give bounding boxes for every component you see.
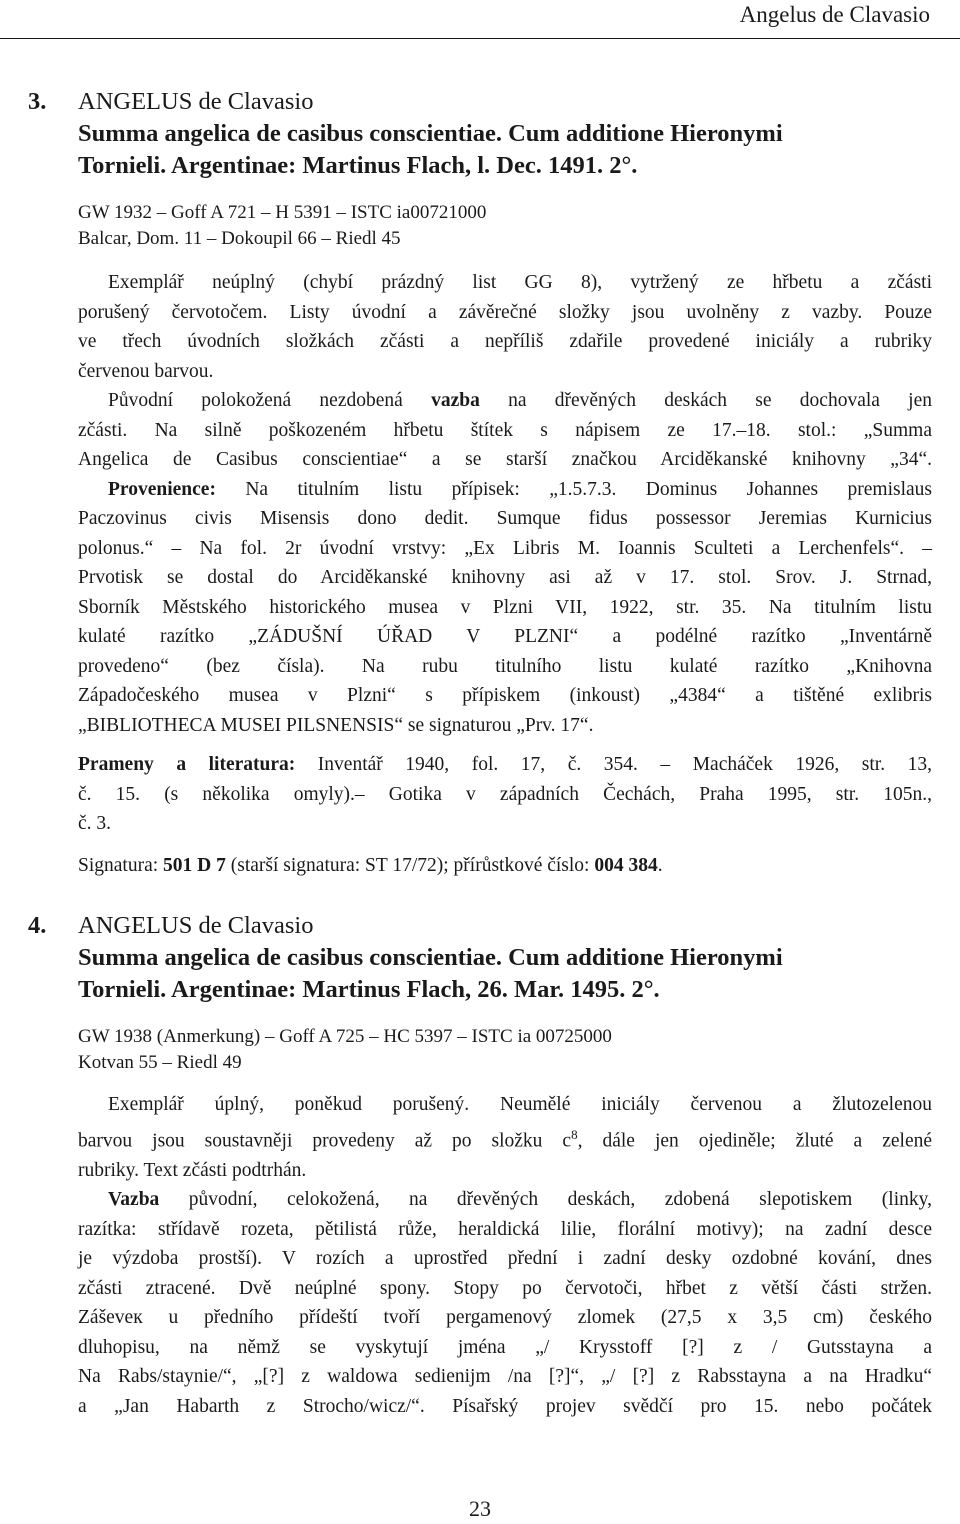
entry-title xyxy=(78,86,932,182)
text-fragment: původní, celokožená, na dřevěných deskách, zdobená slepotiskem (linky, xyxy=(159,1189,932,1210)
superscript: 8 xyxy=(571,1126,578,1142)
header-rule xyxy=(0,38,960,39)
title-line: Tornieli. Argentinae: Martinus Flach, 26. Mar. 1495. 2°. xyxy=(78,976,660,1003)
title-line: Tornieli. Argentinae: Martinus Flach, l. Dec. 1491. 2°. xyxy=(78,152,638,179)
text-line xyxy=(78,1185,932,1215)
text-line: Paczovinus civis Misensis dono dedit. Sumque fidus possessor Jeremias Kurnicius xyxy=(78,508,932,529)
inline-label: vazba xyxy=(431,390,480,411)
text-line: č. 15. (s několika omyly).– Gotika v západních Čechách, Praha 1995, str. 105n., xyxy=(78,783,932,805)
entry-number: 3. xyxy=(28,88,47,115)
spacer xyxy=(78,740,932,750)
signature-label: Signatura: xyxy=(78,854,164,876)
reference-line: GW 1938 (Anmerkung) – Goff A 725 – HC 5397 – ISTC ia 00725000 xyxy=(78,1026,612,1047)
text-line: Exemplář neúplný (chybí prázdný list GG 8), vytržený ze hřbetu a zčásti xyxy=(108,272,932,293)
author-line: ANGELUS de Clavasio xyxy=(78,912,314,939)
text-line: dluhopisu, na němž se vyskytují jména „/ Krysstoff [?] z / Gutsstayna a xyxy=(78,1336,932,1358)
text-line: Provenience: Na titulním listu přípisek: „1.5.7.3. Dominus Johannes premislaus xyxy=(108,478,932,500)
bibliographic-references xyxy=(78,200,932,252)
text-line: Angelica de Casibus conscientiae“ a se starší značkou Arciděkanské knihovny „34“. xyxy=(78,449,932,470)
text-fragment: barvou jsou soustavněji provedeny až po složku c xyxy=(78,1130,572,1151)
text-line: provedeno“ (bez čísla). Na rubu titulního listu kulaté razítko „Knihovna xyxy=(78,655,932,677)
text-line: Záševeк u předního přídeští tvoří pergamenový zlomek (27,5 x 3,5 cm) českého xyxy=(78,1307,932,1328)
text-line xyxy=(78,1120,932,1156)
text-line: a „Jan Habarth z Strocho/wicz/“. Písařský projev svědčí pro 15. nebo počátek xyxy=(78,1395,932,1417)
text-line: Exemplář úplný, poněkud porušený. Neumělé iniciály červenou a žlutozelenou xyxy=(108,1094,932,1115)
bibliographic-references xyxy=(78,1024,932,1076)
title-line: Summa angelica de casibus conscientiae. Cum additione Hieronymi xyxy=(78,944,783,971)
text-line: Západočeského musea v Plzni“ s přípiskem (inkoust) „4384“ a tištěné exlibris xyxy=(78,685,932,706)
shelfmark: 501 D 7 xyxy=(163,854,226,876)
text-line: červenou barvou. xyxy=(78,360,214,382)
vazba-label: Vazba xyxy=(108,1189,160,1210)
running-header: Angelus de Clavasio xyxy=(739,2,930,27)
signature-end: . xyxy=(657,854,663,876)
text-line: je výzdoba prostší). V rozích a uprostřed přední i zadní desky ozdobné kování, dnes xyxy=(78,1248,932,1269)
title-line: Summa angelica de casibus conscientiae. Cum additione Hieronymi xyxy=(78,120,783,147)
text-line: kulaté razítko „ZÁDUŠNÍ ÚŘAD V PLZNI“ a podélné razítko „Inventárně xyxy=(78,626,932,647)
text-line: zčásti ztracené. Dvě neúplné spony. Stopy po červotoči, hřbet z větší části stržen. xyxy=(78,1277,932,1299)
reference-line: GW 1932 – Goff A 721 – H 5391 – ISTC ia00721000 xyxy=(78,202,487,223)
author-line: ANGELUS de Clavasio xyxy=(78,88,314,115)
accession-number: 004 384 xyxy=(594,854,658,876)
page-number: 23 xyxy=(469,1496,491,1521)
reference-line: Balcar, Dom. 11 – Dokoupil 66 – Riedl 45 xyxy=(78,228,401,249)
entry-description xyxy=(78,1090,932,1421)
entry-description xyxy=(78,268,932,880)
inline-label: Provenience: xyxy=(108,478,216,500)
text-line: Na Rabs/staynie/“, „[?] z waldowa sedienijm /na [?]“, „/ [?] z Rabsstayna a na Hradku“ xyxy=(78,1366,932,1387)
text-line: polonus.“ – Na fol. 2r úvodní vrstvy: „Ex Libris M. Ioannis Sculteti a Lerchenfels“. – xyxy=(78,537,932,559)
signature-old: (starší signatura: ST 17/72); přírůstkové číslo: xyxy=(225,854,595,876)
text-line: Prvotisk se dostal do Arciděkanské knihovny asi až v 17. stol. Srov. J. Strnad, xyxy=(78,567,932,588)
entry-heading xyxy=(28,86,932,182)
text-line: Původní polokožená nezdobená vazba na dřevěných deskách se dochovala jen xyxy=(108,390,933,411)
text-line: Prameny a literatura: Inventář 1940, fol. 17, č. 354. – Macháček 1926, str. 13, xyxy=(78,754,932,775)
entry-number: 4. xyxy=(28,912,47,939)
text-line: „BIBLIOTHECA MUSEI PILSNENSIS“ se signaturou „Prv. 17“. xyxy=(78,714,594,736)
text-line: ve třech úvodních složkách zčásti a nepříliš zdařile provedené iniciály a rubriky xyxy=(78,331,932,352)
text-line: rubriky. Text zčásti podtrhán. xyxy=(78,1159,307,1181)
entry-title xyxy=(78,910,932,1006)
entry-heading xyxy=(28,910,932,1006)
catalog-entry-4 xyxy=(28,910,932,1421)
text-line: zčásti. Na silně poškozeném hřbetu štítek s nápisem ze 17.–18. stol.: „Summa xyxy=(78,419,932,441)
text-fragment: , dále jen ojediněle; žluté a zelené xyxy=(577,1130,933,1151)
text-line: porušený červotočem. Listy úvodní a závěrečné složky jsou uvolněny z vazby. Pouze xyxy=(78,301,932,323)
reference-line: Kotvan 55 – Riedl 49 xyxy=(78,1052,242,1073)
signature-line xyxy=(78,851,932,881)
text-line: č. 3. xyxy=(78,813,112,834)
inline-label: Prameny a literatura: xyxy=(78,754,296,775)
catalog-entry-3 xyxy=(28,86,932,880)
text-line: Sborník Městského historického musea v Plzni VII, 1922, str. 35. Na titulním listu xyxy=(78,596,932,618)
text-line: razítka: střídavě rozeta, pětilistá růže, heraldická lilie, florální motivy); na zadní desce xyxy=(78,1218,932,1240)
